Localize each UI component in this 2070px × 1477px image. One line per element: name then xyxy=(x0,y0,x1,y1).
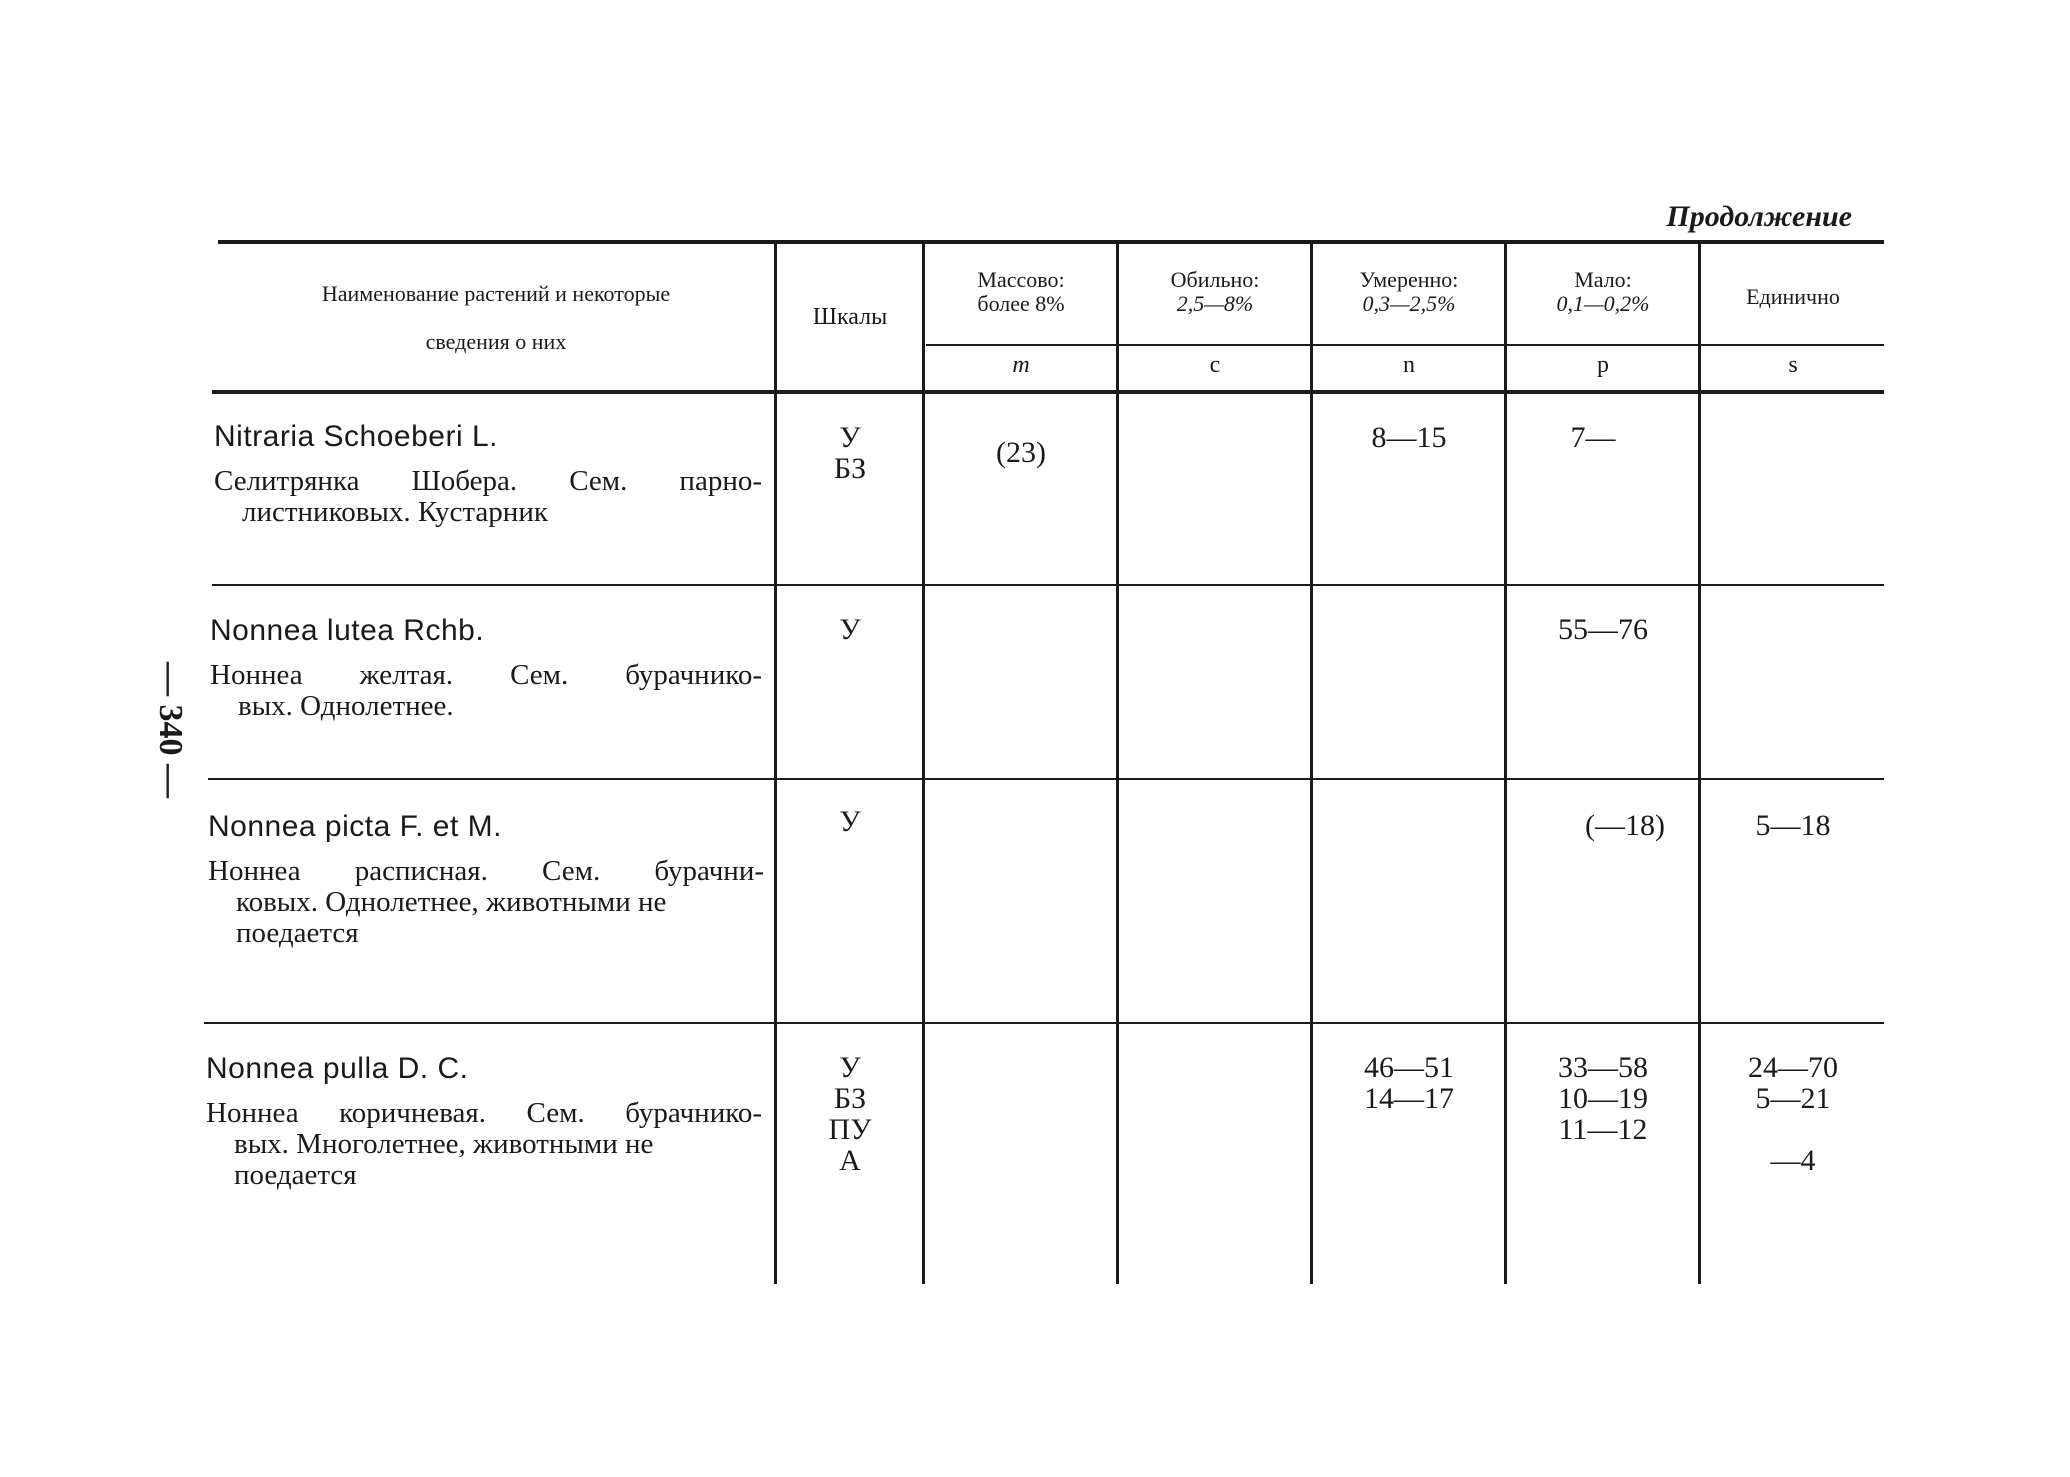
cell-n xyxy=(1314,1052,1504,1114)
cell-m xyxy=(926,437,1116,468)
cell-p xyxy=(1530,810,1720,841)
row-name-cell xyxy=(206,1052,762,1191)
header-col-s: Единично xyxy=(1746,284,1840,309)
value-s xyxy=(1702,1114,1884,1145)
scale-value: У xyxy=(839,805,861,838)
header-name xyxy=(218,270,774,366)
page-number-text: — 340 — xyxy=(152,662,189,798)
cell-p xyxy=(1508,1052,1698,1145)
row-divider-1 xyxy=(212,584,1884,586)
description-line: вых. Однолетнее. xyxy=(238,690,454,722)
scales-cell xyxy=(778,1052,922,1176)
scale-value: У xyxy=(839,421,861,454)
plant-description xyxy=(214,466,762,528)
scales-cell xyxy=(778,614,922,645)
plant-description xyxy=(206,1098,762,1191)
value-p: 11—12 xyxy=(1558,1113,1648,1146)
header-col-s-code: s xyxy=(1788,352,1798,378)
row-name-cell xyxy=(208,810,764,949)
value-n: 46—51 xyxy=(1364,1051,1454,1084)
table-top-rule xyxy=(218,240,1884,244)
latin-name: Nonnea lutea Rchb. xyxy=(210,614,485,647)
page-number xyxy=(150,660,190,800)
row-name-cell xyxy=(210,614,762,722)
description-line: листниковых. Кустарник xyxy=(242,496,548,528)
scale-value: БЗ xyxy=(833,1082,867,1115)
row-name-cell xyxy=(214,420,762,528)
description-line: ковых. Однолетнее, животными не xyxy=(236,886,667,918)
col-divider-scales xyxy=(922,244,925,1284)
cell-p xyxy=(1508,614,1698,645)
col-divider-name xyxy=(774,240,777,1284)
description-line: Ноннеа желтая. Сем. бурачнико- xyxy=(210,659,762,691)
row-divider-3 xyxy=(204,1022,1884,1024)
scale-value: У xyxy=(839,613,861,646)
continuation-label: Продолжение xyxy=(1666,200,1852,233)
scale-value: А xyxy=(839,1144,861,1177)
header-col-p-label: Мало: xyxy=(1574,267,1632,292)
header-name-line-2: сведения о них xyxy=(425,329,567,354)
value-p: 7— xyxy=(1570,421,1616,454)
latin-name: Nonnea pulla D. C. xyxy=(206,1052,469,1085)
cell-p xyxy=(1508,422,1678,453)
plant-description xyxy=(208,856,764,949)
header-col-p-code: p xyxy=(1597,352,1609,378)
cell-s xyxy=(1702,1052,1884,1176)
value-s: 24—70 xyxy=(1748,1051,1838,1084)
value-s: —4 xyxy=(1770,1144,1816,1177)
header-col-m xyxy=(926,268,1116,316)
header-col-n-range: 0,3—2,5% xyxy=(1362,291,1456,316)
value-p: (—18) xyxy=(1585,809,1665,842)
header-col-m-label: Массово: xyxy=(977,267,1065,292)
header-col-p xyxy=(1508,268,1698,316)
scales-cell xyxy=(778,806,922,837)
header-col-c xyxy=(1120,268,1310,316)
value-s: 5—18 xyxy=(1755,809,1831,842)
value-s: 5—21 xyxy=(1755,1082,1831,1115)
header-sub-rule xyxy=(926,344,1884,346)
row-divider-2 xyxy=(208,778,1884,780)
header-col-c-range: 2,5—8% xyxy=(1176,291,1254,316)
header-col-m-range: более 8% xyxy=(977,291,1065,316)
value-p: 10—19 xyxy=(1558,1082,1648,1115)
header-col-n-label: Умеренно: xyxy=(1359,267,1459,292)
description-line: Ноннеа расписная. Сем. бурачни- xyxy=(208,855,764,887)
description-line: Ноннеа коричневая. Сем. бурачнико- xyxy=(206,1097,762,1129)
header-name-line-1: Наименование растений и некоторые xyxy=(321,281,671,306)
value-n: 14—17 xyxy=(1364,1082,1454,1115)
col-divider-p xyxy=(1698,244,1701,1284)
value-p: 55—76 xyxy=(1558,613,1648,646)
header-scales: Шкалы xyxy=(812,304,888,330)
header-bottom-rule xyxy=(212,390,1884,394)
latin-name: Nitraria Schoeberi L. xyxy=(214,420,498,453)
scale-value: БЗ xyxy=(833,452,867,485)
value-p: 33—58 xyxy=(1558,1051,1648,1084)
description-line: поедается xyxy=(234,1159,357,1191)
value-m: (23) xyxy=(996,436,1046,469)
cell-n xyxy=(1314,422,1504,453)
header-col-n-code: n xyxy=(1403,352,1415,378)
col-divider-m xyxy=(1116,244,1119,1284)
scales-cell xyxy=(778,422,922,484)
plant-description xyxy=(210,660,762,722)
latin-name: Nonnea picta F. et M. xyxy=(208,810,502,843)
col-divider-n xyxy=(1504,244,1507,1284)
scale-value: У xyxy=(839,1051,861,1084)
description-line: поедается xyxy=(236,917,359,949)
header-col-m-code: m xyxy=(1012,352,1030,378)
header-col-c-label: Обильно: xyxy=(1170,267,1260,292)
description-line: вых. Многолетнее, животными не xyxy=(234,1128,654,1160)
cell-s xyxy=(1702,810,1884,841)
value-n: 8—15 xyxy=(1371,421,1447,454)
header-col-p-range: 0,1—0,2% xyxy=(1556,291,1650,316)
scale-value: ПУ xyxy=(828,1113,872,1146)
header-col-n xyxy=(1314,268,1504,316)
description-line: Селитрянка Шобера. Сем. парно- xyxy=(214,465,762,497)
header-col-c-code: c xyxy=(1209,352,1221,378)
col-divider-c xyxy=(1310,244,1313,1284)
